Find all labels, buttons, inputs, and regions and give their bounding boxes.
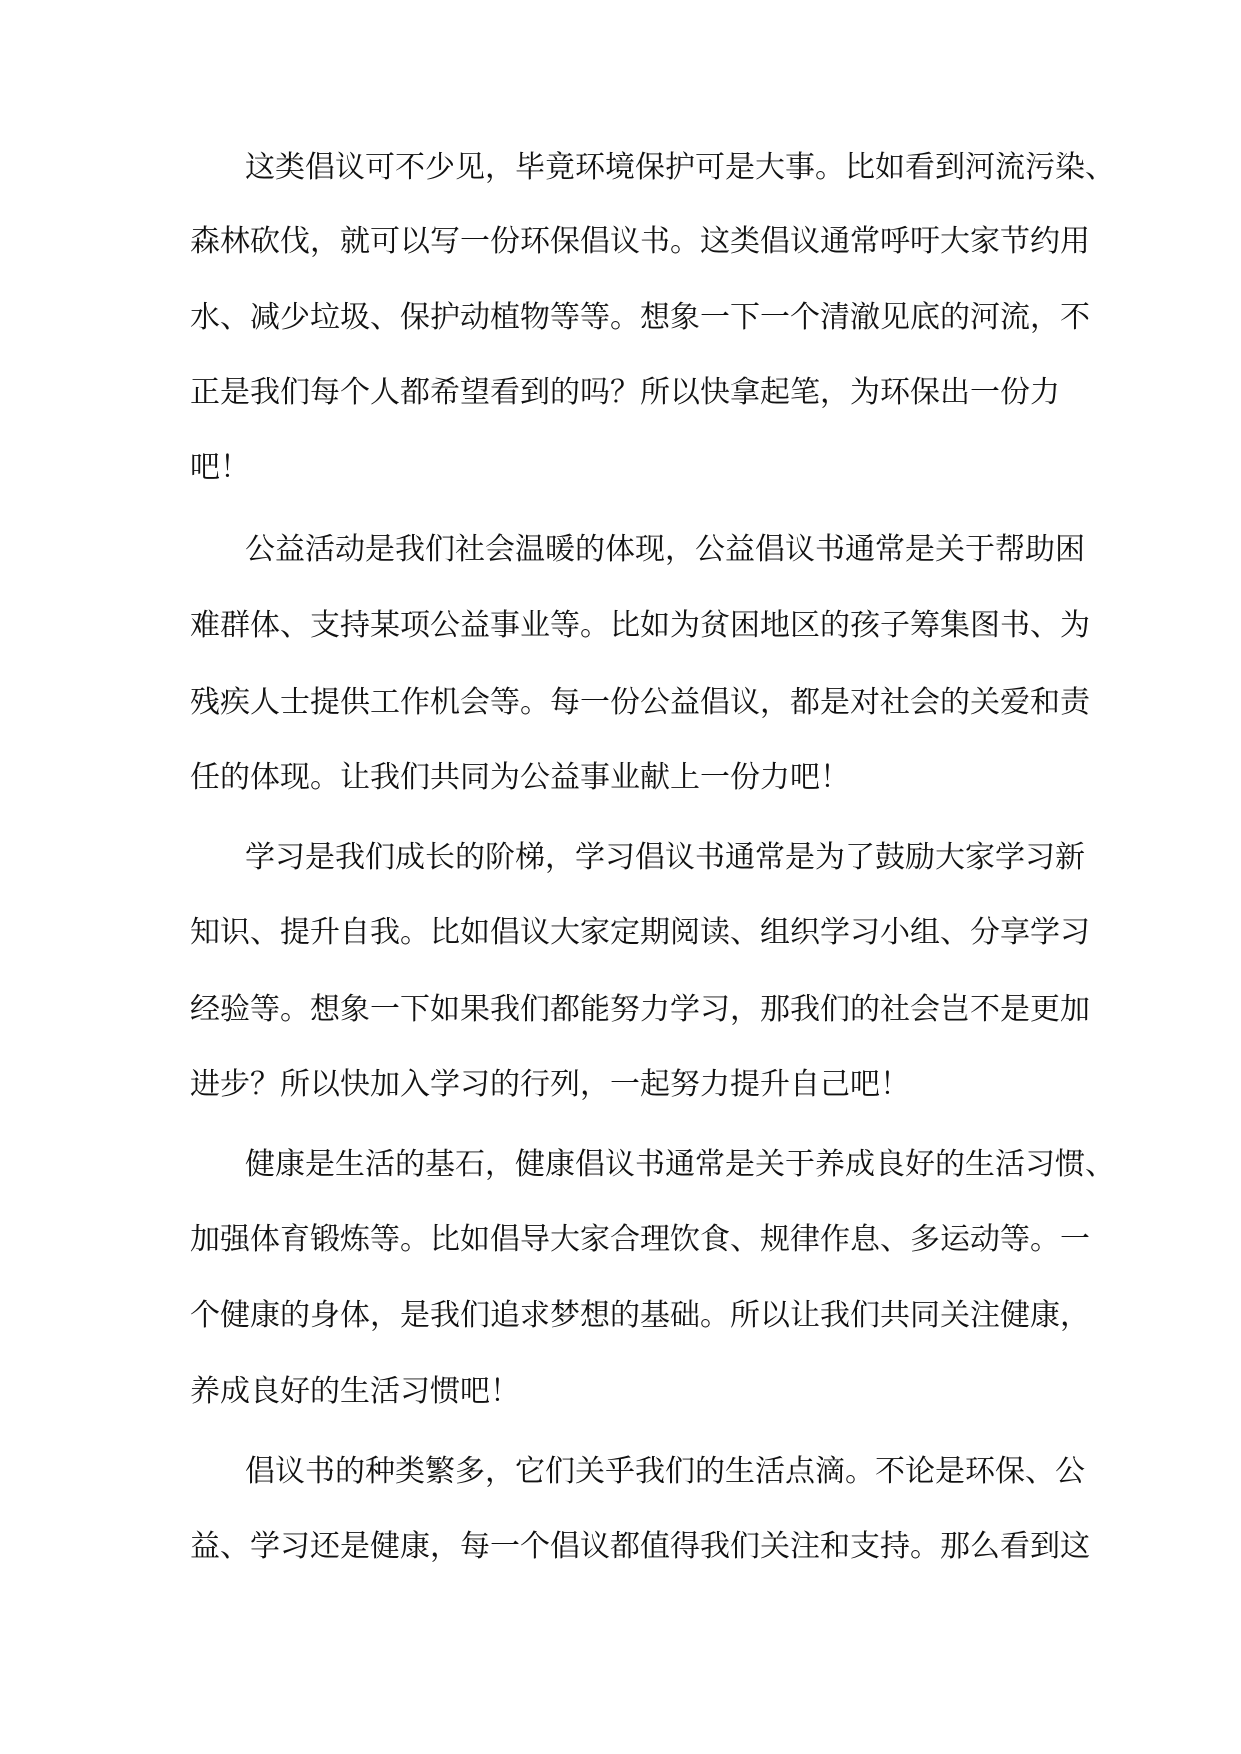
paragraph-line: 倡议书的种类繁多，它们关乎我们的生活点滴。不论是环保、公 [245, 1454, 1085, 1489]
paragraph-line: 公益活动是我们社会温暖的体现，公益倡议书通常是关于帮助困 [245, 532, 1085, 567]
paragraph-line: 个健康的身体，是我们追求梦想的基础。所以让我们共同关注健康， [190, 1298, 1090, 1333]
paragraph-line: 森林砍伐，就可以写一份环保倡议书。这类倡议通常呼吁大家节约用 [190, 224, 1090, 259]
paragraph-line: 难群体、支持某项公益事业等。比如为贫困地区的孩子筹集图书、为 [190, 608, 1090, 643]
paragraph-line: 这类倡议可不少见，毕竟环境保护可是大事。比如看到河流污染、 [245, 150, 1115, 185]
paragraph-line: 学习是我们成长的阶梯，学习倡议书通常是为了鼓励大家学习新 [245, 840, 1085, 875]
paragraph-line: 水、减少垃圾、保护动植物等等。想象一下一个清澈见底的河流，不 [190, 300, 1090, 335]
paragraph-line: 任的体现。让我们共同为公益事业献上一份力吧！ [190, 760, 850, 795]
paragraph-line: 养成良好的生活习惯吧！ [190, 1374, 520, 1409]
paragraph-line: 吧！ [190, 450, 250, 485]
paragraph-line: 经验等。想象一下如果我们都能努力学习，那我们的社会岂不是更加 [190, 992, 1090, 1027]
paragraph-line: 正是我们每个人都希望看到的吗？所以快拿起笔，为环保出一份力 [190, 375, 1060, 410]
paragraph-line: 健康是生活的基石，健康倡议书通常是关于养成良好的生活习惯、 [245, 1147, 1115, 1182]
paragraph-line: 加强体育锻炼等。比如倡导大家合理饮食、规律作息、多运动等。一 [190, 1222, 1090, 1257]
paragraph-line: 益、学习还是健康，每一个倡议都值得我们关注和支持。那么看到这 [190, 1529, 1090, 1564]
paragraph-line: 知识、提升自我。比如倡议大家定期阅读、组织学习小组、分享学习 [190, 915, 1090, 950]
paragraph-line: 进步？所以快加入学习的行列，一起努力提升自己吧！ [190, 1067, 910, 1102]
paragraph-line: 残疾人士提供工作机会等。每一份公益倡议，都是对社会的关爱和责 [190, 685, 1090, 720]
